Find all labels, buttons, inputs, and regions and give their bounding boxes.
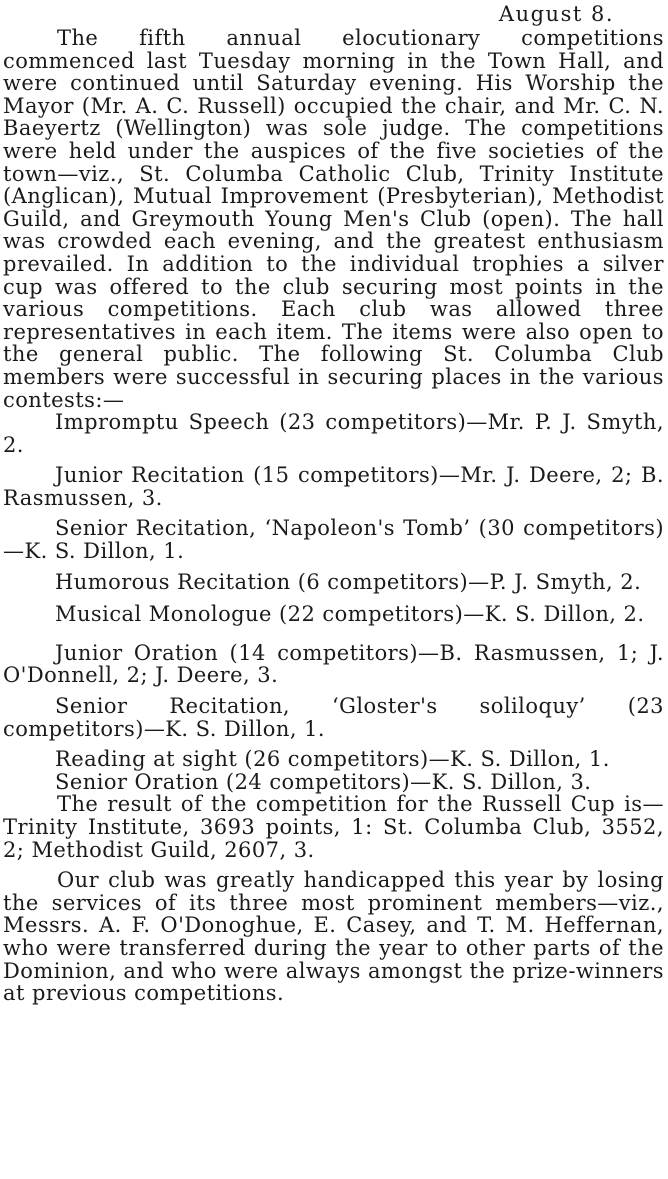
result-junior-recitation: Junior Recitation (15 competitors)—Mr. J. Deere, 2; B. Rasmussen, 3. <box>3 463 664 510</box>
russell-cup-paragraph: The result of the competition for the Russell Cup is—Trinity Institute, 3693 points, 1: St. Columba Club, 3552, 2; Methodist Guild, 2607, 3. <box>3 792 664 862</box>
result-reading-at-sight: Reading at sight (26 competitors)—K. S. Dillon, 1. <box>55 747 610 772</box>
result-junior-oration: Junior Oration (14 competitors)—B. Rasmussen, 1; J. O'Donnell, 2; J. Deere, 3. <box>3 640 664 688</box>
closing-paragraph: Our club was greatly handicapped this year by losing the services of its three most prominent members—viz., Messrs. A. F. O'Donoghue, E. Casey, and T. M. Heffernan, who were transferred during the year to other parts of the Dominion, and who were always amongst the prize-winners at previous competitions. <box>3 868 664 1006</box>
result-humorous-recitation: Humorous Recitation (6 competitors)—P. J. Smyth, 2. <box>55 569 642 594</box>
intro-paragraph: The fifth annual elocutionary competitions commenced last Tuesday morning in the Town Hall, and were continued until Saturday evening. His Worship the Mayor (Mr. A. C. Russell) occupied the chair, and Mr. C. N. Baeyertz (Wellington) was sole judge. The competitions were held under the auspices of the five societies of the town—viz., St. Columba Catholic Club, Trinity Institute (Anglican), Mutual Improvement (Presbyterian), Methodist Guild, and Greymouth Young Men's Club (open). The hall was crowded each evening, and the greatest enthusiasm prevailed. In addition to the individual trophies a silver cup was offered to the club securing most points in the various competitions. Each club was allowed three representatives in each item. The items were also open to the general public. The following St. Columba Club members were successful in securing places in the various contests:— <box>3 26 664 412</box>
result-musical-monologue: Musical Monologue (22 competitors)—K. S. Dillon, 2. <box>55 602 645 627</box>
dateline: August 8. <box>498 2 614 26</box>
result-senior-recitation-napoleon: Senior Recitation, ‘Napoleon's Tomb’ (30 competitors)—K. S. Dillon, 1. <box>3 516 664 564</box>
result-senior-recitation-gloster: Senior Recitation, ‘Gloster's soliloquy’ (23 competitors)—K. S. Dillon, 1. <box>3 694 664 741</box>
result-senior-oration: Senior Oration (24 competitors)—K. S. Dillon, 3. <box>55 769 592 794</box>
result-impromptu-speech: Impromptu Speech (23 competitors)—Mr. P. J. Smyth, 2. <box>3 410 664 457</box>
